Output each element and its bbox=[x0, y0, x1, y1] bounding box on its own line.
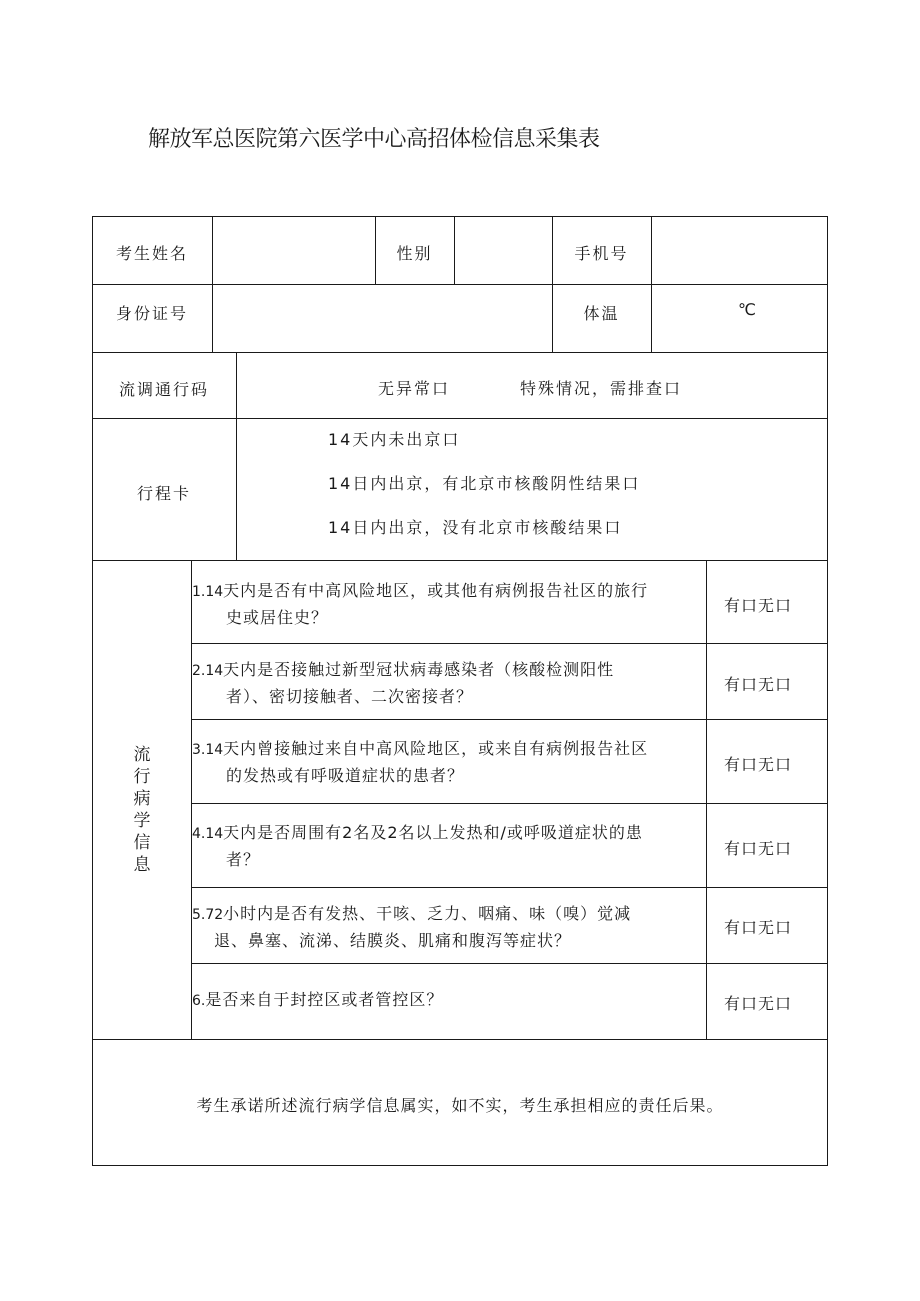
row-divider bbox=[92, 418, 828, 419]
phone-label: 手机号 bbox=[574, 244, 629, 263]
epidemiology-label-char: 病 bbox=[133, 789, 151, 809]
name-label: 考生姓名 bbox=[115, 244, 188, 263]
col-divider bbox=[236, 352, 237, 560]
row-divider bbox=[92, 1039, 828, 1040]
question-text-line2: 史或居住史？ bbox=[226, 608, 329, 627]
temperature-unit[interactable]: ℃ bbox=[738, 300, 758, 319]
health-code-label: 流调通行码 bbox=[118, 380, 209, 399]
question-text-line1: 天内是否周围有2名及2名以上发热和/或呼吸道症状的患 bbox=[223, 823, 643, 842]
trip-option-2[interactable]: 14日内出京，有北京市核酸阴性结果口 bbox=[328, 474, 641, 493]
answer-option[interactable]: 有口无口 bbox=[724, 755, 793, 774]
question-text-line1: 天内曾接触过来自中高风险地区，或来自有病例报告社区 bbox=[223, 739, 649, 758]
question-5 bbox=[192, 901, 702, 954]
page-title: 解放军总医院第六医学中心高招体检信息采集表 bbox=[148, 127, 600, 152]
question-number: 5.72 bbox=[192, 907, 224, 923]
question-number: 1.14 bbox=[192, 584, 224, 600]
col-divider bbox=[651, 284, 652, 352]
question-text-line2: 者？ bbox=[226, 850, 261, 869]
epidemiology-label-char: 行 bbox=[133, 767, 151, 787]
epidemiology-label-char: 流 bbox=[133, 745, 151, 765]
question-text-line2: 者）、密切接触者、二次密接者？ bbox=[226, 687, 474, 706]
question-6 bbox=[192, 987, 702, 1014]
question-2 bbox=[192, 657, 702, 710]
question-divider bbox=[191, 719, 828, 720]
epidemiology-label-char: 信 bbox=[133, 833, 151, 853]
question-text-line1: 是否来自于封控区或者管控区？ bbox=[205, 990, 444, 1009]
id-field[interactable] bbox=[213, 285, 552, 352]
answer-option[interactable]: 有口无口 bbox=[724, 675, 793, 694]
question-divider bbox=[191, 643, 828, 644]
question-text-line1: 小时内是否有发热、干咳、乏力、咽痛、味（嗅）觉减 bbox=[223, 904, 632, 923]
trip-card-label: 行程卡 bbox=[136, 484, 191, 503]
question-text-line1: 天内是否接触过新型冠状病毒感染者（核酸检测阳性 bbox=[223, 660, 615, 679]
table-border-left bbox=[92, 216, 93, 1166]
answer-option[interactable]: 有口无口 bbox=[724, 994, 793, 1013]
col-divider bbox=[706, 560, 707, 1039]
question-3 bbox=[192, 736, 702, 789]
epidemiology-label bbox=[128, 744, 156, 876]
row-divider bbox=[92, 560, 828, 561]
question-number: 2.14 bbox=[192, 663, 224, 679]
question-divider bbox=[191, 963, 828, 964]
col-divider bbox=[191, 560, 192, 1039]
question-number: 3.14 bbox=[192, 742, 224, 758]
gender-label: 性别 bbox=[396, 244, 433, 263]
question-4 bbox=[192, 820, 702, 873]
question-number: 4.14 bbox=[192, 826, 224, 842]
trip-option-1[interactable]: 14天内未出京口 bbox=[328, 430, 461, 449]
temperature-label: 体温 bbox=[583, 304, 620, 323]
question-text-line2: 的发热或有呼吸道症状的患者？ bbox=[226, 766, 465, 785]
health-code-normal-option[interactable]: 无异常口 bbox=[378, 379, 451, 398]
trip-option-3[interactable]: 14日内出京，没有北京市核酸结果口 bbox=[328, 518, 623, 537]
question-number: 6. bbox=[192, 993, 206, 1009]
answer-option[interactable]: 有口无口 bbox=[724, 596, 793, 615]
epidemiology-label-char: 息 bbox=[133, 855, 151, 875]
pledge-text: 考生承诺所述流行病学信息属实，如不实，考生承担相应的责任后果。 bbox=[196, 1096, 724, 1115]
table-border-right bbox=[827, 216, 828, 1166]
answer-option[interactable]: 有口无口 bbox=[724, 839, 793, 858]
health-code-special-option[interactable]: 特殊情况，需排查口 bbox=[520, 379, 683, 398]
row-divider bbox=[92, 352, 828, 353]
id-label: 身份证号 bbox=[115, 304, 188, 323]
name-field[interactable] bbox=[213, 217, 375, 284]
question-1 bbox=[192, 578, 702, 631]
question-text-line1: 天内是否有中高风险地区，或其他有病例报告社区的旅行 bbox=[223, 581, 649, 600]
question-divider bbox=[191, 887, 828, 888]
phone-field[interactable] bbox=[652, 217, 827, 284]
gender-field[interactable] bbox=[455, 217, 552, 284]
question-divider bbox=[191, 803, 828, 804]
question-text-line2: 退、鼻塞、流涕、结膜炎、肌痛和腹泻等症状？ bbox=[214, 931, 572, 950]
epidemiology-label-char: 学 bbox=[133, 811, 151, 831]
answer-option[interactable]: 有口无口 bbox=[724, 918, 793, 937]
table-border-bottom bbox=[92, 1165, 828, 1166]
